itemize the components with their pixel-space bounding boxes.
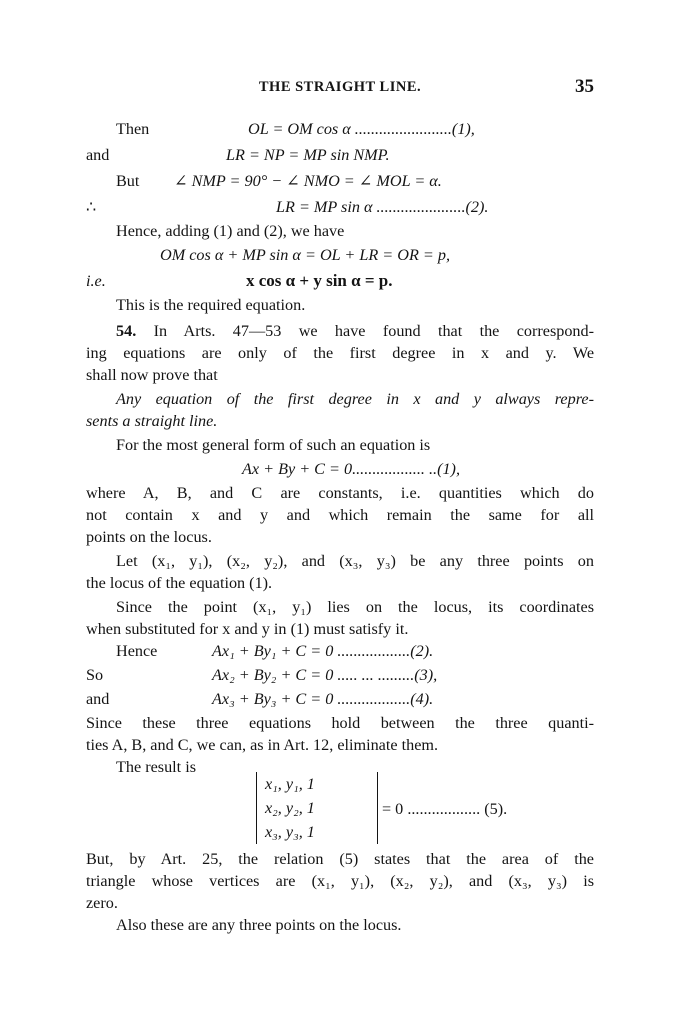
line-label: Then — [116, 120, 150, 138]
line-label: i.e. — [86, 272, 106, 290]
line-label: and — [86, 146, 110, 164]
determinant-row-3: x₃, y₃, 1 — [265, 823, 315, 841]
equation-2: LR = MP sin α ......................(2). — [276, 198, 489, 216]
text-line: The result is — [116, 758, 197, 776]
text-line: triangle whose vertices are (x₁, y₁), (x₂, y₂), and (x₃, y₃) is — [86, 872, 594, 890]
running-title: THE STRAIGHT LINE. — [258, 79, 422, 95]
para-54-line-1 — [86, 320, 594, 342]
page-header — [86, 76, 594, 100]
line-and-3 — [86, 688, 594, 710]
determinant — [256, 772, 378, 844]
equation-point-3: Ax₃ + By₃ + C = 0 ..................(4). — [212, 690, 434, 708]
determinant-equation-5: = 0 .................. (5). — [382, 800, 508, 818]
equation-angle: ∠ NMP = 90° − ∠ NMO = ∠ MOL = α. — [174, 172, 442, 190]
theorem-line-2: sents a straight line. — [86, 412, 218, 430]
line-label: So — [86, 666, 104, 684]
general-form-line: For the most general form of such an equation is — [116, 436, 431, 454]
para-54-line-2: ing equations are only of the first degree in x and y. We — [86, 344, 594, 362]
para-54-line-3: shall now prove that — [86, 366, 218, 384]
text-line: zero. — [86, 894, 118, 912]
line-label: and — [86, 690, 110, 708]
general-equation: Ax + By + C = 0.................. ..(1), — [242, 460, 460, 478]
line-required — [86, 294, 594, 316]
text: This is the required equation. — [116, 296, 306, 314]
therefore-symbol: ∴ — [86, 198, 97, 216]
line-hence-adding — [86, 220, 594, 242]
line-hence — [86, 640, 594, 662]
text-line: the locus of the equation (1). — [86, 574, 273, 592]
line-ie — [86, 270, 594, 292]
line-then — [86, 118, 594, 140]
text-line: Since the point (x₁, y₁) lies on the locus, its coordinates — [116, 598, 594, 616]
page-number: 35 — [575, 76, 594, 97]
determinant-row-2: x₂, y₂, 1 — [265, 799, 315, 817]
equation-point-1: Ax₁ + By₁ + C = 0 ..................(2). — [212, 642, 434, 660]
text: Hence, adding (1) and (2), we have — [116, 222, 345, 240]
text-line: where A, B, and C are constants, i.e. quantities which do — [86, 484, 594, 502]
text-line: ties A, B, and C, we can, as in Art. 12, eliminate them. — [86, 736, 439, 754]
line-label: But — [116, 172, 140, 190]
line-but — [86, 170, 594, 192]
line-therefore — [86, 196, 594, 218]
text: In Arts. 47—53 we have found that the correspond- — [153, 322, 595, 340]
line-so — [86, 664, 594, 686]
equation-1: OL = OM cos α ........................(1), — [248, 120, 475, 138]
equation-point-2: Ax₂ + By₂ + C = 0 ..... ... .........(3), — [212, 666, 438, 684]
text-line: points on the locus. — [86, 528, 212, 546]
line-label: Hence — [116, 642, 158, 660]
theorem-line-1: Any equation of the first degree in x and y always repre- — [116, 390, 594, 408]
text-line: Let (x₁, y₁), (x₂, y₂), and (x₃, y₃) be any three points on — [116, 552, 594, 570]
text-line: Also these are any three points on the locus. — [116, 916, 402, 934]
text-line: not contain x and y and which remain the same for all — [86, 506, 594, 524]
equation-sum: OM cos α + MP sin α = OL + LR = OR = p, — [160, 246, 450, 264]
equation-lr: LR = NP = MP sin NMP. — [226, 146, 390, 164]
text-line: But, by Art. 25, the relation (5) states that the area of the — [86, 850, 594, 868]
line-and — [86, 144, 594, 166]
text-line: when substituted for x and y in (1) must satisfy it. — [86, 620, 409, 638]
normal-form-equation: x cos α + y sin α = p. — [246, 271, 393, 290]
determinant-row-1: x₁, y₁, 1 — [265, 775, 315, 793]
text-line: Since these three equations hold between the three quanti- — [86, 714, 594, 732]
line-sum — [86, 244, 594, 266]
line-general-eq — [86, 458, 594, 480]
article-number: 54. — [116, 322, 137, 340]
